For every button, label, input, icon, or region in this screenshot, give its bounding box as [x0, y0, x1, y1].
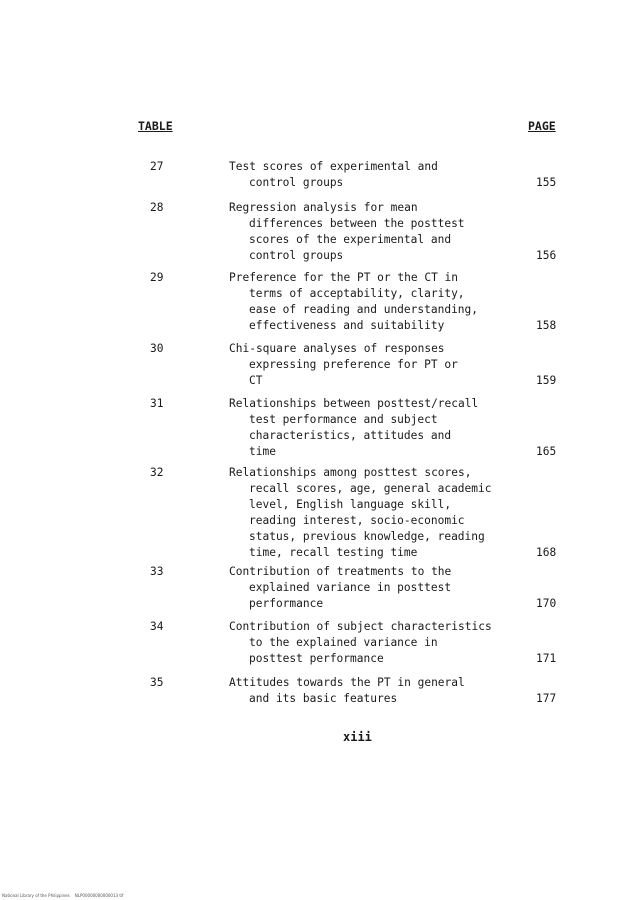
title-line: time [249, 445, 276, 458]
title-line: Contribution of subject characteristics [229, 620, 492, 633]
table-title [229, 200, 529, 264]
title-line: terms of acceptability, clarity, [249, 287, 465, 300]
page-folio: xiii [343, 730, 372, 744]
table-number: 29 [150, 271, 164, 284]
title-line: control groups [249, 176, 344, 189]
title-line: scores of the experimental and [249, 233, 452, 246]
table-title [229, 619, 529, 667]
title-line: control groups [249, 249, 344, 262]
title-line: performance [249, 597, 324, 610]
page-column-header: PAGE [528, 119, 556, 133]
title-line: to the explained variance in [249, 636, 438, 649]
page-number: 168 [536, 546, 557, 559]
table-title [229, 341, 529, 389]
title-line: ease of reading and understanding, [249, 303, 479, 316]
title-line: reading interest, socio-economic [249, 514, 465, 527]
title-line: Chi-square analyses of responses [229, 342, 445, 355]
table-number: 30 [150, 342, 164, 355]
table-number: 34 [150, 620, 164, 633]
page-number: 165 [536, 445, 557, 458]
title-line: Regression analysis for mean [229, 201, 418, 214]
table-title [229, 159, 529, 191]
title-line: explained variance in posttest [249, 581, 452, 594]
page-number: 177 [536, 692, 557, 705]
table-number: 28 [150, 201, 164, 214]
title-line: test performance and subject [249, 413, 438, 426]
title-line: expressing preference for PT or [249, 358, 458, 371]
title-line: time, recall testing time [249, 546, 418, 559]
table-title [229, 675, 529, 707]
title-line: Test scores of experimental and [229, 160, 438, 173]
table-number: 31 [150, 397, 164, 410]
table-title [229, 564, 529, 612]
scan-footer-note: National Library of the Philippines NLP00000000000013 tif [2, 893, 124, 898]
title-line: Attitudes towards the PT in general [229, 676, 465, 689]
page-number: 159 [536, 374, 557, 387]
page-number: 155 [536, 176, 557, 189]
table-title [229, 396, 529, 460]
table-number: 35 [150, 676, 164, 689]
page-number: 170 [536, 597, 557, 610]
page-number: 171 [536, 652, 557, 665]
title-line: and its basic features [249, 692, 398, 705]
title-line: differences between the posttest [249, 217, 465, 230]
table-number: 27 [150, 160, 164, 173]
table-number: 32 [150, 466, 164, 479]
title-line: posttest performance [249, 652, 384, 665]
title-line: Relationships between posttest/recall [229, 397, 479, 410]
title-line: Contribution of treatments to the [229, 565, 452, 578]
table-number: 33 [150, 565, 164, 578]
title-line: characteristics, attitudes and [249, 429, 452, 442]
title-line: Relationships among posttest scores, [229, 466, 472, 479]
title-line: recall scores, age, general academic [249, 482, 492, 495]
table-title [229, 270, 529, 334]
title-line: level, English language skill, [249, 498, 452, 511]
title-line: status, previous knowledge, reading [249, 530, 485, 543]
title-line: Preference for the PT or the CT in [229, 271, 459, 284]
page-number: 158 [536, 319, 557, 332]
table-title [229, 465, 529, 561]
title-line: CT [249, 374, 263, 387]
table-column-header: TABLE [138, 119, 173, 133]
page-number: 156 [536, 249, 557, 262]
title-line: effectiveness and suitability [249, 319, 445, 332]
